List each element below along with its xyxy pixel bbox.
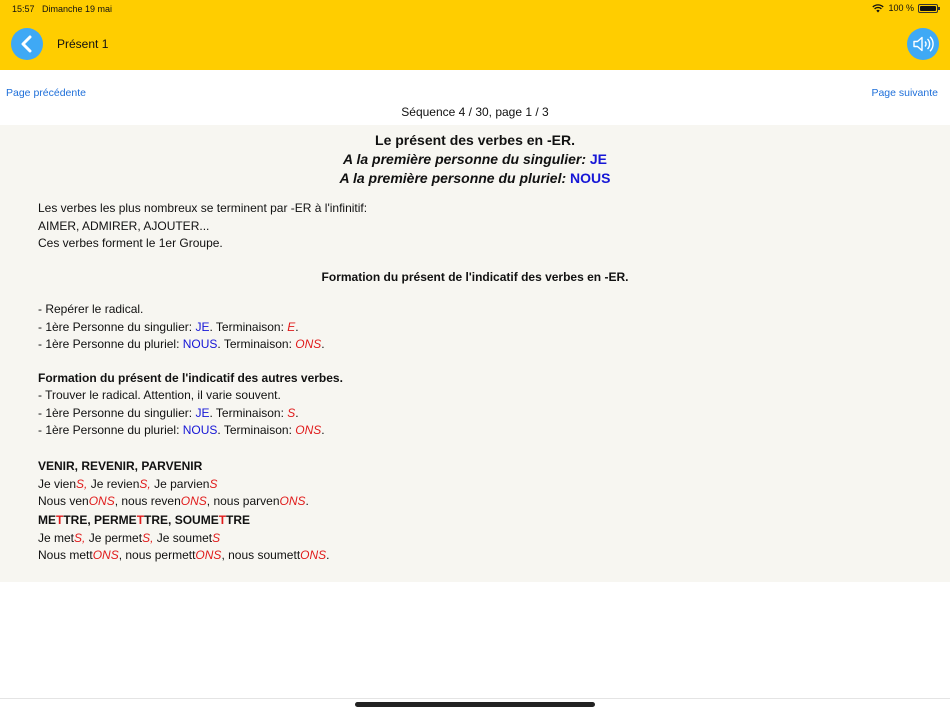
pager bbox=[0, 70, 950, 125]
bottom-divider bbox=[0, 698, 950, 699]
heading-other: Formation du présent de l'indicatif des autres verbes. bbox=[38, 371, 343, 385]
venir-block: VENIR, REVENIR, PARVENIR Je vienS, Je revienS, Je parvienS Nous venONS, nous revenONS, nous parvenONS. bbox=[38, 459, 309, 508]
title-line-1: Le présent des verbes en -ER. bbox=[375, 132, 575, 148]
title-line-2: A la première personne du singulier: JE bbox=[343, 151, 607, 167]
nav-bar bbox=[0, 18, 950, 70]
other-steps: - Trouver le radical. Attention, il varie souvent. - 1ère Personne du singulier: JE. Terminaison: S. - 1ère Personne du pluriel: NOUS. Terminaison: ONS. bbox=[38, 388, 325, 437]
sound-button[interactable] bbox=[907, 28, 939, 60]
previous-page-link[interactable]: Page précédente bbox=[6, 87, 86, 99]
battery-percent: 100 % bbox=[888, 3, 914, 13]
status-right bbox=[872, 3, 938, 13]
heading-er: Formation du présent de l'indicatif des verbes en -ER. bbox=[321, 270, 629, 284]
status-bar bbox=[0, 0, 950, 18]
back-button[interactable] bbox=[11, 28, 43, 60]
mettre-block: METTRE, PERMETTRE, SOUMETTRE Je metS, Je permetS, Je soumetS Nous mettONS, nous permettONS, nous soumettONS. bbox=[38, 513, 330, 562]
chevron-left-icon bbox=[18, 35, 36, 53]
wifi-icon bbox=[872, 4, 884, 13]
home-indicator[interactable] bbox=[355, 702, 595, 707]
nav-title: Présent 1 bbox=[57, 37, 109, 51]
lesson-title bbox=[0, 131, 950, 188]
speaker-icon bbox=[912, 35, 934, 53]
lesson-content bbox=[0, 125, 950, 582]
intro-paragraph: Les verbes les plus nombreux se terminent par -ER à l'infinitif: AIMER, ADMIRER, AJOUTER... Ces verbes forment le 1er Groupe. bbox=[38, 201, 368, 250]
battery-icon bbox=[918, 4, 938, 13]
status-date: Dimanche 19 mai bbox=[42, 4, 113, 14]
sequence-label: Séquence 4 / 30, page 1 / 3 bbox=[401, 105, 549, 119]
er-steps: - Repérer le radical. - 1ère Personne du singulier: JE. Terminaison: E. - 1ère Personne du pluriel: NOUS. Terminaison: ONS. bbox=[38, 302, 325, 351]
next-page-link[interactable]: Page suivante bbox=[871, 87, 938, 99]
title-line-3: A la première personne du pluriel: NOUS bbox=[339, 170, 611, 186]
status-time: 15:57 bbox=[12, 4, 35, 14]
